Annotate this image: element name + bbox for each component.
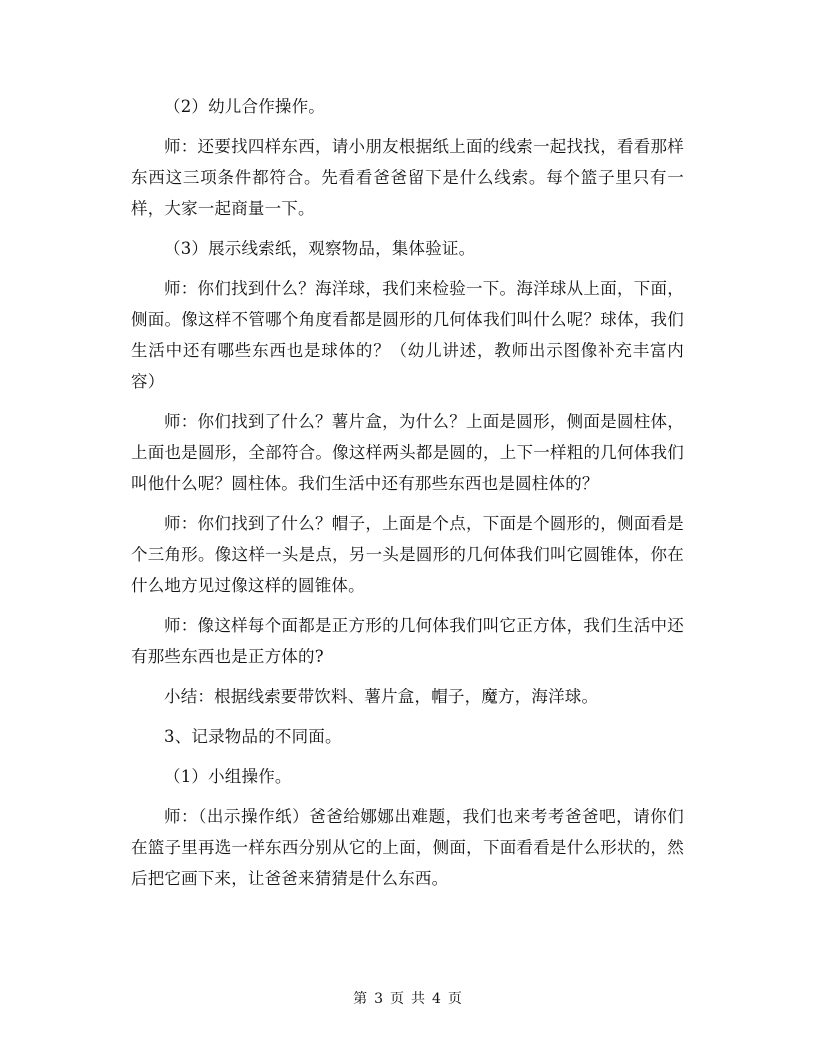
paragraph-section-3-heading: 3、记录物品的不同面。 <box>164 727 342 746</box>
footer-page-word: 页 <box>390 991 405 1007</box>
footer-total-pages: 4 <box>432 991 442 1007</box>
document-body <box>131 91 684 903</box>
footer-total-word: 共 <box>411 991 426 1007</box>
footer-prefix: 第 <box>353 991 369 1007</box>
paragraph-teacher-worksheet: 师：（出示操作纸）爸爸给娜娜出难题，我们也来考考爸爸吧，请你们在篮子里再选一样东西分别从它的上面，侧面，下面看看是什么形状的，然后把它画下来，让爸爸来猜猜是什么东西。 <box>131 807 684 888</box>
paragraph-teacher-cone: 师：你们找到了什么？帽子，上面是个点，下面是个圆形的，侧面看是个三角形。像这样一头是点，另一头是圆形的几何体我们叫它圆锥体，你在什么地方见过像这样的圆锥体。 <box>131 514 684 595</box>
paragraph-teacher-cylinder: 师：你们找到了什么？薯片盒，为什么？上面是圆形，侧面是圆柱体，上面也是圆形，全部符合。像这样两头都是圆的，上下一样粗的几何体我们叫他什么呢？圆柱体。我们生活中还有那些东西也是圆柱体的？ <box>131 412 684 493</box>
paragraph-teacher-find-items: 师：还要找四样东西，请小朋友根据纸上面的线索一起找找，看看那样东西这三项条件都符合。先看看爸爸留下是什么线索。每个篮子里只有一样，大家一起商量一下。 <box>131 137 684 218</box>
paragraph-step-1-heading: （1）小组操作。 <box>164 767 292 786</box>
footer-current-page: 3 <box>374 991 384 1007</box>
footer-suffix: 页 <box>447 991 463 1007</box>
paragraph-step-3-heading: （3）展示线索纸，观察物品，集体验证。 <box>164 239 476 258</box>
page-footer <box>0 988 816 1008</box>
paragraph-summary: 小结：根据线索要带饮料、薯片盒，帽子，魔方，海洋球。 <box>164 687 599 706</box>
paragraph-teacher-sphere: 师：你们找到什么？海洋球，我们来检验一下。海洋球从上面，下面，侧面。像这样不管哪个角度看都是圆形的几何体我们叫什么呢？球体，我们生活中还有哪些东西也是球体的？（幼儿讲述，教师出示图像补充丰富内容） <box>131 279 684 391</box>
paragraph-step-2-heading: （2）幼儿合作操作。 <box>164 97 325 116</box>
paragraph-teacher-cube: 师：像这样每个面都是正方形的几何体我们叫它正方体，我们生活中还有那些东西也是正方体的? <box>131 616 684 666</box>
